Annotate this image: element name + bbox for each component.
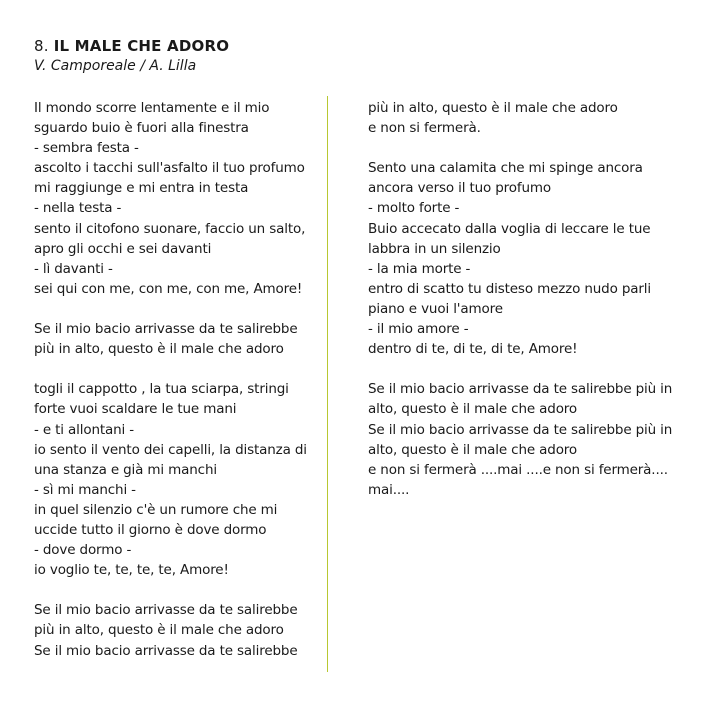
lyric-line: apro gli occhi e sei davanti xyxy=(34,240,212,257)
lyric-line: sento il citofono suonare, faccio un salto, xyxy=(34,220,306,237)
lyric-line: più in alto, questo è il male che adoro xyxy=(34,341,284,358)
lyric-line: piano e vuoi l'amore xyxy=(368,300,503,317)
lyric-line: ascolto i tacchi sull'asfalto il tuo profumo xyxy=(34,160,305,177)
lyric-line: Se il mio bacio arrivasse da te salirebbe xyxy=(34,602,298,619)
lyric-line: - nella testa - xyxy=(34,200,122,217)
track-number: 8. xyxy=(34,37,49,55)
lyric-line: una stanza e già mi manchi xyxy=(34,461,217,478)
lyric-line: labbra in un silenzio xyxy=(368,240,501,257)
lyric-line: - e ti allontani - xyxy=(34,421,135,438)
lyric-line: - lì davanti - xyxy=(34,260,113,277)
song-header xyxy=(34,36,229,76)
lyric-line: alto, questo è il male che adoro xyxy=(368,401,578,418)
lyric-line: - sembra festa - xyxy=(34,140,139,157)
lyric-line: Se il mio bacio arrivasse da te salirebbe più in xyxy=(368,421,673,438)
lyrics-stanza xyxy=(34,600,316,660)
lyric-line: Se il mio bacio arrivasse da te salirebbe xyxy=(34,642,298,659)
song-authors: V. Camporeale / A. Lilla xyxy=(34,58,197,74)
lyrics-column-left xyxy=(34,98,316,661)
column-divider xyxy=(327,96,328,672)
lyric-line: Buio accecato dalla voglia di leccare le tue xyxy=(368,220,651,237)
lyric-line: mai.... xyxy=(368,481,410,498)
lyric-line: più in alto, questo è il male che adoro xyxy=(368,100,618,116)
lyrics-stanza xyxy=(368,98,678,138)
lyric-line: Se il mio bacio arrivasse da te salirebbe più in xyxy=(368,381,673,398)
lyric-line: - molto forte - xyxy=(368,200,460,217)
lyric-line: Il mondo scorre lentamente e il mio xyxy=(34,100,270,116)
lyrics-stanza xyxy=(34,319,316,359)
lyrics-stanza xyxy=(34,379,316,580)
lyric-line: alto, questo è il male che adoro xyxy=(368,441,578,458)
lyric-line: più in alto, questo è il male che adoro xyxy=(34,622,284,639)
lyric-line: uccide tutto il giorno è dove dormo xyxy=(34,521,267,538)
lyrics-stanza xyxy=(368,379,678,500)
lyric-line: Se il mio bacio arrivasse da te salirebbe xyxy=(34,321,298,338)
lyric-line: dentro di te, di te, di te, Amore! xyxy=(368,341,578,358)
lyric-line: togli il cappotto , la tua sciarpa, stringi xyxy=(34,381,289,398)
lyric-line: Sento una calamita che mi spinge ancora xyxy=(368,160,643,177)
lyric-line: entro di scatto tu disteso mezzo nudo parli xyxy=(368,280,651,297)
lyrics-column-right xyxy=(368,98,678,500)
lyrics-stanza xyxy=(34,98,316,299)
lyric-line: mi raggiunge e mi entra in testa xyxy=(34,180,249,197)
lyric-line: io voglio te, te, te, te, Amore! xyxy=(34,562,229,579)
song-name: IL MALE CHE ADORO xyxy=(53,37,230,55)
lyric-line: forte vuoi scaldare le tue mani xyxy=(34,401,237,418)
lyric-line: e non si fermerà. xyxy=(368,120,481,137)
lyric-line: - dove dormo - xyxy=(34,542,132,559)
lyric-line: sguardo buio è fuori alla finestra xyxy=(34,120,249,137)
lyric-line: in quel silenzio c'è un rumore che mi xyxy=(34,501,278,518)
lyric-line: - sì mi manchi - xyxy=(34,481,136,498)
lyric-line: - il mio amore - xyxy=(368,321,469,338)
song-title xyxy=(34,36,229,56)
lyric-line: e non si fermerà ....mai ....e non si fermerà.... xyxy=(368,461,668,478)
lyric-line: sei qui con me, con me, con me, Amore! xyxy=(34,280,303,297)
lyric-line: ancora verso il tuo profumo xyxy=(368,180,551,197)
lyrics-stanza xyxy=(368,158,678,359)
lyric-line: - la mia morte - xyxy=(368,260,471,277)
lyric-line: io sento il vento dei capelli, la distanza di xyxy=(34,441,307,458)
